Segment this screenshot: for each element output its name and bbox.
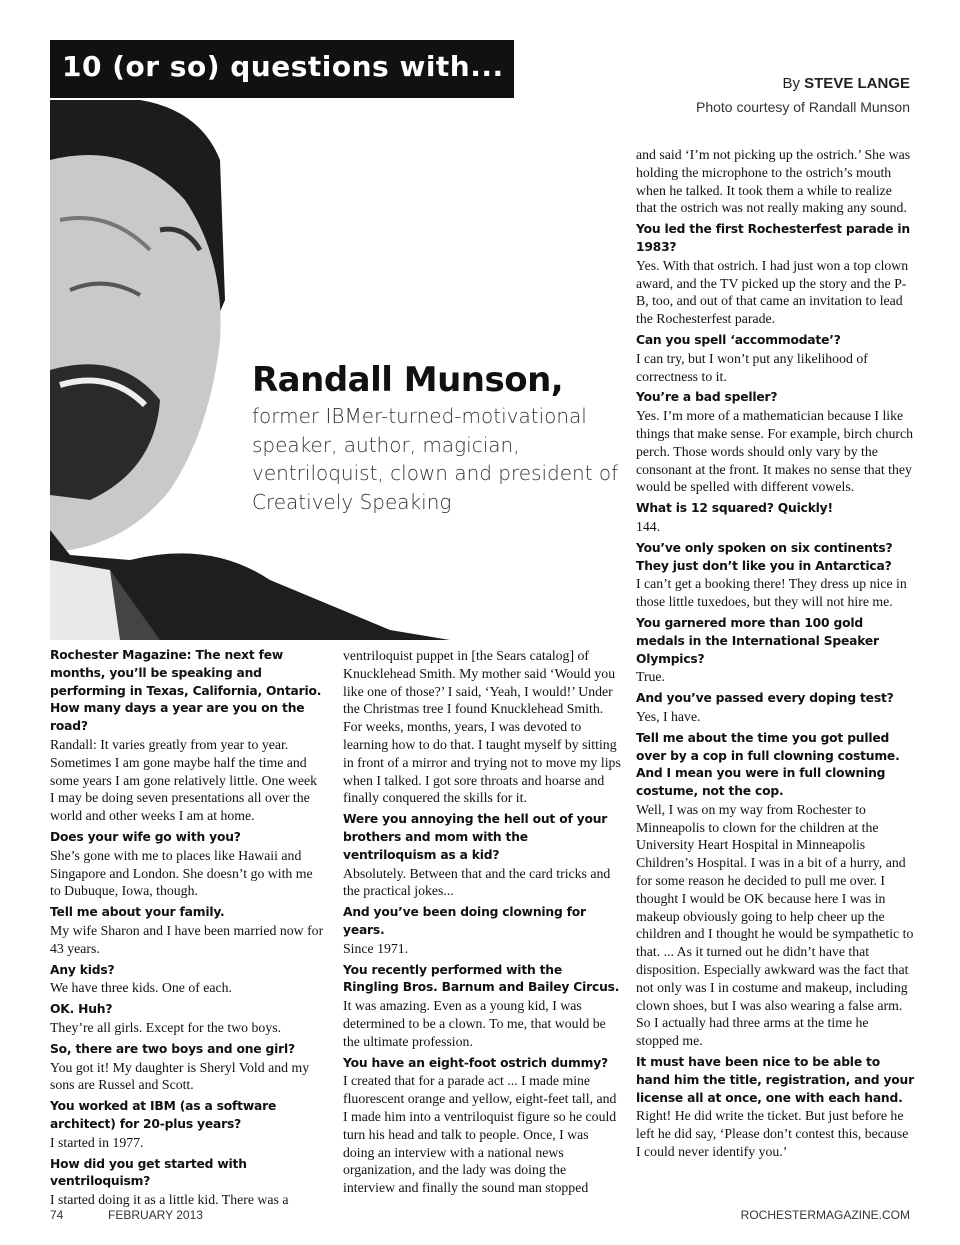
question: So, there are two boys and one girl? (50, 1041, 295, 1056)
question: And you’ve passed every doping test? (636, 691, 894, 706)
header-banner (50, 40, 514, 98)
question: You recently performed with the Ringling Bros. Barnum and Bailey Circus. (343, 962, 620, 995)
question: It must have been nice to be able to hand him the title, registration, and your license all at once, one with each hand. (636, 1055, 914, 1105)
answer: Since 1971. (343, 940, 409, 956)
question: And you’ve been doing clowning for years. (343, 905, 586, 937)
answer: I created that for a parade act ... I made mine fluorescent orange and yellow, eight-feet tall, and I made him into a ventriloquist figure so he could turn his head and talk to people. Once, I was doing an interview with a national news organization, and the lady was doing the interview and finally the sound man stopped (343, 1073, 617, 1196)
question: How did you get started with ventriloquism? (50, 1156, 247, 1189)
answer: ventriloquist puppet in [the Sears catalog] of Knucklehead Smith. My mother said ‘Would you like one of those?’ I said, ‘Yeah, I would!’ Under the Christmas tree I found Knucklehead Smith. For weeks, months, years, I was devoted to learning how to do that. I taught myself by sitting in front of a mirror and trying not to move my lips when I talked. I got sore throats and hoarse and finally conquered the skills for it. (343, 648, 621, 806)
page-number: 74 (50, 1208, 64, 1222)
answer: Randall: It varies greatly from year to year. Sometimes I am gone maybe half the time and some years I am gone relatively little. One week I may be doing seven presentations all over the world and other weeks I am at home. (50, 736, 318, 824)
question: Any kids? (50, 962, 115, 977)
question: Rochester Magazine: The next few months, you’ll be speaking and performing in Texas, California, Ontario. How many days a year are you on the road? (50, 648, 322, 734)
answer: You got it! My daughter is Sheryl Vold and my sons are Russel and Scott. (50, 1059, 310, 1093)
answer: My wife Sharon and I have been married now for 43 years. (50, 922, 324, 956)
question: You worked at IBM (as a software architect) for 20-plus years? (50, 1099, 277, 1131)
interviewee-name: Randall Munson, (252, 360, 564, 400)
article-column-2 (343, 647, 621, 1197)
answer: Yes. With that ostrich. I had just won a top clown award, and the TV picked up the story and the P-B, too, and out of that came an invitation to lead the Rochesterfest parade. (636, 257, 909, 327)
issue-date: FEBRUARY 2013 (108, 1208, 203, 1222)
question: OK. Huh? (50, 1002, 113, 1017)
question: Can you spell ‘accommodate’? (636, 332, 841, 347)
question: You led the first Rochesterfest parade in 1983? (636, 222, 910, 254)
answer: She’s gone with me to places like Hawaii and Singapore and London. She doesn’t go with me to Dubuque, Iowa, though. (50, 847, 313, 899)
answer: 144. (636, 518, 661, 534)
question: What is 12 squared? Quickly! (636, 501, 833, 516)
answer: Absolutely. Between that and the card tricks and the practical jokes... (343, 865, 611, 899)
answer: Yes. I’m more of a mathematician because I like things that make sense. For example, birch church perch. Those words should only vary by the consonant at the front. It makes no sense that they would be spelled with different vowels. (636, 408, 914, 495)
answer: Yes, I have. (636, 708, 701, 724)
question: Tell me about the time you got pulled over by a cop in full clowning costume. And I mean you were in full clowning costume, not the cop. (636, 730, 900, 799)
question: Tell me about your family. (50, 905, 225, 920)
article-column-3 (636, 146, 914, 1161)
answer: True. (636, 669, 666, 685)
answer: and said ‘I’m not picking up the ostrich.’ She was holding the microphone to the ostrich’s mouth when he talked. It took them a while to realize that the ostrich was not really making any sound. (636, 147, 911, 216)
answer: I started in 1977. (50, 1134, 144, 1150)
question: Were you annoying the hell out of your brothers and mom with the ventriloquism as a kid? (343, 812, 608, 862)
answer: I started doing it as a little kid. There was a (50, 1192, 289, 1208)
byline-prefix: By (782, 75, 800, 92)
answer: I can’t get a booking there! They dress up nice in those little tuxedoes, but they will not hire me. (636, 576, 907, 610)
question: You garnered more than 100 gold medals in the International Speaker Olympics? (636, 615, 879, 666)
question: You have an eight-foot ostrich dummy? (343, 1055, 608, 1070)
website: ROCHESTERMAGAZINE.COM (740, 1208, 910, 1222)
byline-author: STEVE LANGE (804, 75, 910, 92)
article-column-1 (50, 647, 325, 1209)
answer: I can try, but I won’t put any likelihood of correctness to it. (636, 350, 868, 384)
answer: We have three kids. One of each. (50, 980, 233, 996)
answer: Right! He did write the ticket. But just before he left he did say, ‘Please don’t contest this, because I could never identify you.’ (636, 1108, 909, 1160)
question: Does your wife go with you? (50, 829, 241, 844)
byline (782, 75, 910, 92)
question: You’ve only spoken on six continents? They just don’t like you in Antarctica? (636, 540, 893, 573)
answer: It was amazing. Even as a young kid, I was determined to be a clown. To me, that would be the ultimate profession. (343, 998, 606, 1049)
banner-title: 10 (or so) questions with... (62, 50, 504, 83)
answer: Well, I was on my way from Rochester to Minneapolis to clown for the children at the University Heart Hospital in Minneapolis Children’s Hospital. I was in a bit of a hurry, and for some reason he decided to pull me over. I thought I would be OK because here I was in makeup obviously going to help cheer up the children and I thought he would be sympathetic to that. ... As it turned out he didn’t have that disposition. Especially awkward was the fact that not only was I in costume and makeup, including clown shoes, but I was also wearing a false arm. So I actually had three arms at the time he stopped me. (636, 801, 914, 1049)
question: You’re a bad speller? (636, 390, 778, 405)
answer: They’re all girls. Except for the two boys. (50, 1019, 282, 1035)
interviewee-subtitle: former IBMer-turned-motivational speaker, author, magician, ventriloquist, clown and president of Creatively Speaking (252, 404, 619, 514)
photo-credit: Photo courtesy of Randall Munson (695, 99, 910, 115)
